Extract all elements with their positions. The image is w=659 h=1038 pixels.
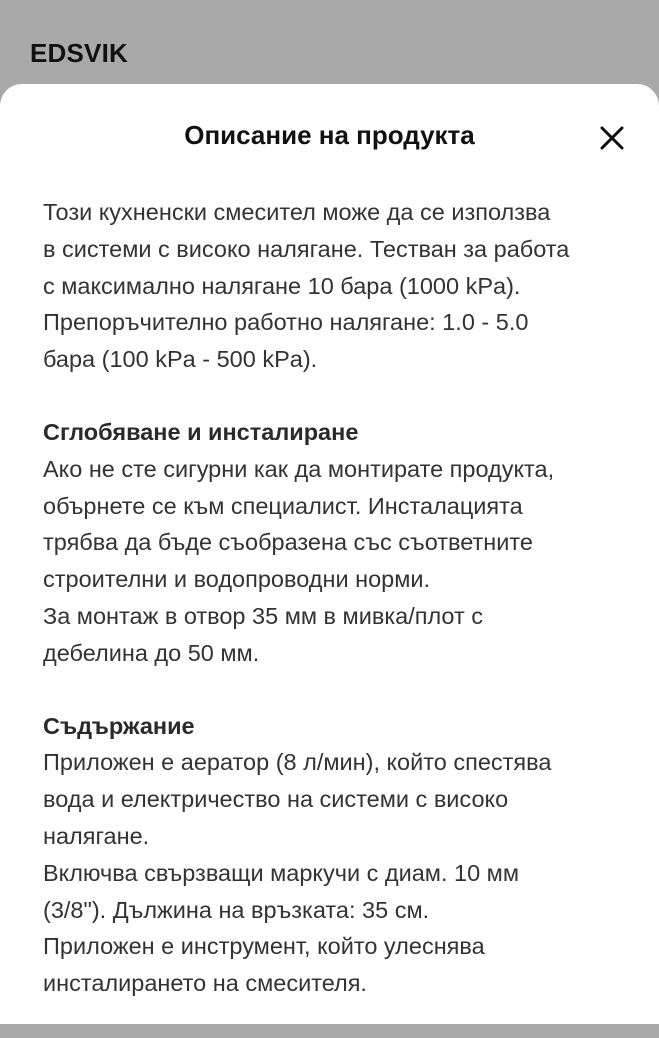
assembly-heading: Сглобяване и инсталиране: [43, 418, 359, 445]
contents-line: вода и електричество на системи с високо: [43, 786, 509, 813]
product-header-bar: [0, 0, 659, 92]
contents-line: налягане.: [43, 822, 150, 849]
assembly-line: обърнете се към специалист. Инсталацията: [43, 492, 523, 519]
intro-line: Препоръчително работно налягане: 1.0 - 5.0: [43, 309, 529, 336]
product-name: EDSVIK: [30, 38, 129, 68]
intro-line: Този кухненски смесител може да се използва: [43, 199, 551, 225]
intro-line: с максимално налягане 10 бара (1000 kPa).: [43, 272, 521, 299]
intro-line: в системи с високо налягане. Тестван за работа: [43, 235, 570, 262]
intro-paragraph: [43, 194, 643, 378]
sheet-title: Описание на продукта: [184, 120, 475, 150]
contents-line: (3/8"). Дължина на връзката: 35 см.: [43, 896, 430, 923]
close-icon: [594, 120, 630, 156]
contents-line: Приложен е аератор (8 л/мин), който спестява: [43, 749, 552, 776]
assembly-line: дебелина до 50 мм.: [43, 639, 260, 666]
close-button[interactable]: [594, 120, 630, 156]
contents-line: Приложен е инструмент, който улеснява: [43, 933, 485, 960]
contents-heading: Съдържание: [43, 712, 195, 739]
assembly-section: [43, 414, 643, 672]
contents-line: инсталирането на смесителя.: [43, 970, 367, 997]
description-content: [43, 194, 643, 1038]
assembly-line: Ако не сте сигурни как да монтирате продукта,: [43, 455, 555, 482]
sheet-header: [0, 84, 659, 186]
assembly-line: трябва да бъде съобразена със съответните: [43, 529, 533, 556]
intro-line: бара (100 kPa - 500 kPa).: [43, 346, 318, 373]
product-description-sheet: [0, 84, 659, 1024]
contents-section: [43, 708, 643, 1002]
assembly-line: За монтаж в отвор 35 мм в мивка/плот с: [43, 602, 484, 629]
contents-line: Включва свързващи маркучи с диам. 10 мм: [43, 859, 519, 886]
assembly-line: строителни и водопроводни норми.: [43, 566, 431, 593]
